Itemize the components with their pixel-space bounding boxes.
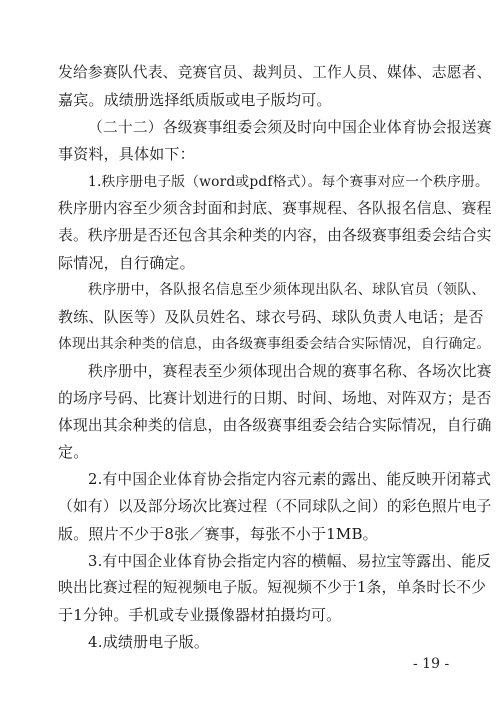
text-line: 发给参赛队代表、竞赛官员、裁判员、工作人员、媒体、志愿者、 <box>58 64 492 81</box>
text-line: 4.成绩册电子版。 <box>88 633 210 651</box>
text-line: （如有）以及部分场次比赛过程（不同球队之间）的彩色照片电子 <box>58 497 492 515</box>
text-line: 定。 <box>58 443 89 462</box>
section-heading-line: 事资料，具体如下： <box>58 145 195 164</box>
text-line: 嘉宾。成绩册选择纸质版或电子版均可。 <box>58 90 332 109</box>
text-line: 2.有中国企业体育协会指定内容元素的露出、能反映开闭幕式 <box>88 471 492 488</box>
text-line: 1.秩序册电子版（word或pdf格式）。每个赛事对应一个秩序册。 <box>88 174 489 191</box>
text-line: 表。秩序册是否还包含其余种类的内容，由各级赛事组委会结合实 <box>58 226 492 244</box>
text-line: 于1分钟。手机或专业摄像器材拍摄均可。 <box>58 606 342 625</box>
text-line: 3.有中国企业体育协会指定内容的横幅、易拉宝等露出、能反 <box>88 552 492 570</box>
text-line: 秩序册中，各队报名信息至少须体现出队名、球队官员（领队、 <box>88 281 486 298</box>
section-heading-line: （二十二）各级赛事组委会须及时向中国企业体育协会报送赛 <box>88 118 492 136</box>
page-number: - 19 - <box>413 656 450 672</box>
text-line: 映出比赛过程的短视频电子版。短视频不少于1条，单条时长不少 <box>58 579 487 597</box>
text-line: 体现出其余种类的信息，由各级赛事组委会结合实际情况，自行确定。 <box>58 336 491 353</box>
text-line: 秩序册内容至少须含封面和封底、赛事规程、各队报名信息、赛程 <box>58 200 492 217</box>
text-line: 教练、队医等）及队员姓名、球衣号码、球队负责人电话；是否 <box>58 308 484 327</box>
text-line: 版。照片不少于8张／赛事，每张不小于1MB。 <box>58 524 378 543</box>
text-line: 的场序号码、比赛计划进行的日期、时间、场地、对阵双方；是否 <box>58 389 492 407</box>
text-line: 体现出其余种类的信息，由各级赛事组委会结合实际情况，自行确 <box>58 416 492 434</box>
text-line: 际情况，自行确定。 <box>58 253 195 272</box>
text-line: 秩序册中，赛程表至少须体现出合规的赛事名称、各场次比赛 <box>88 362 492 380</box>
